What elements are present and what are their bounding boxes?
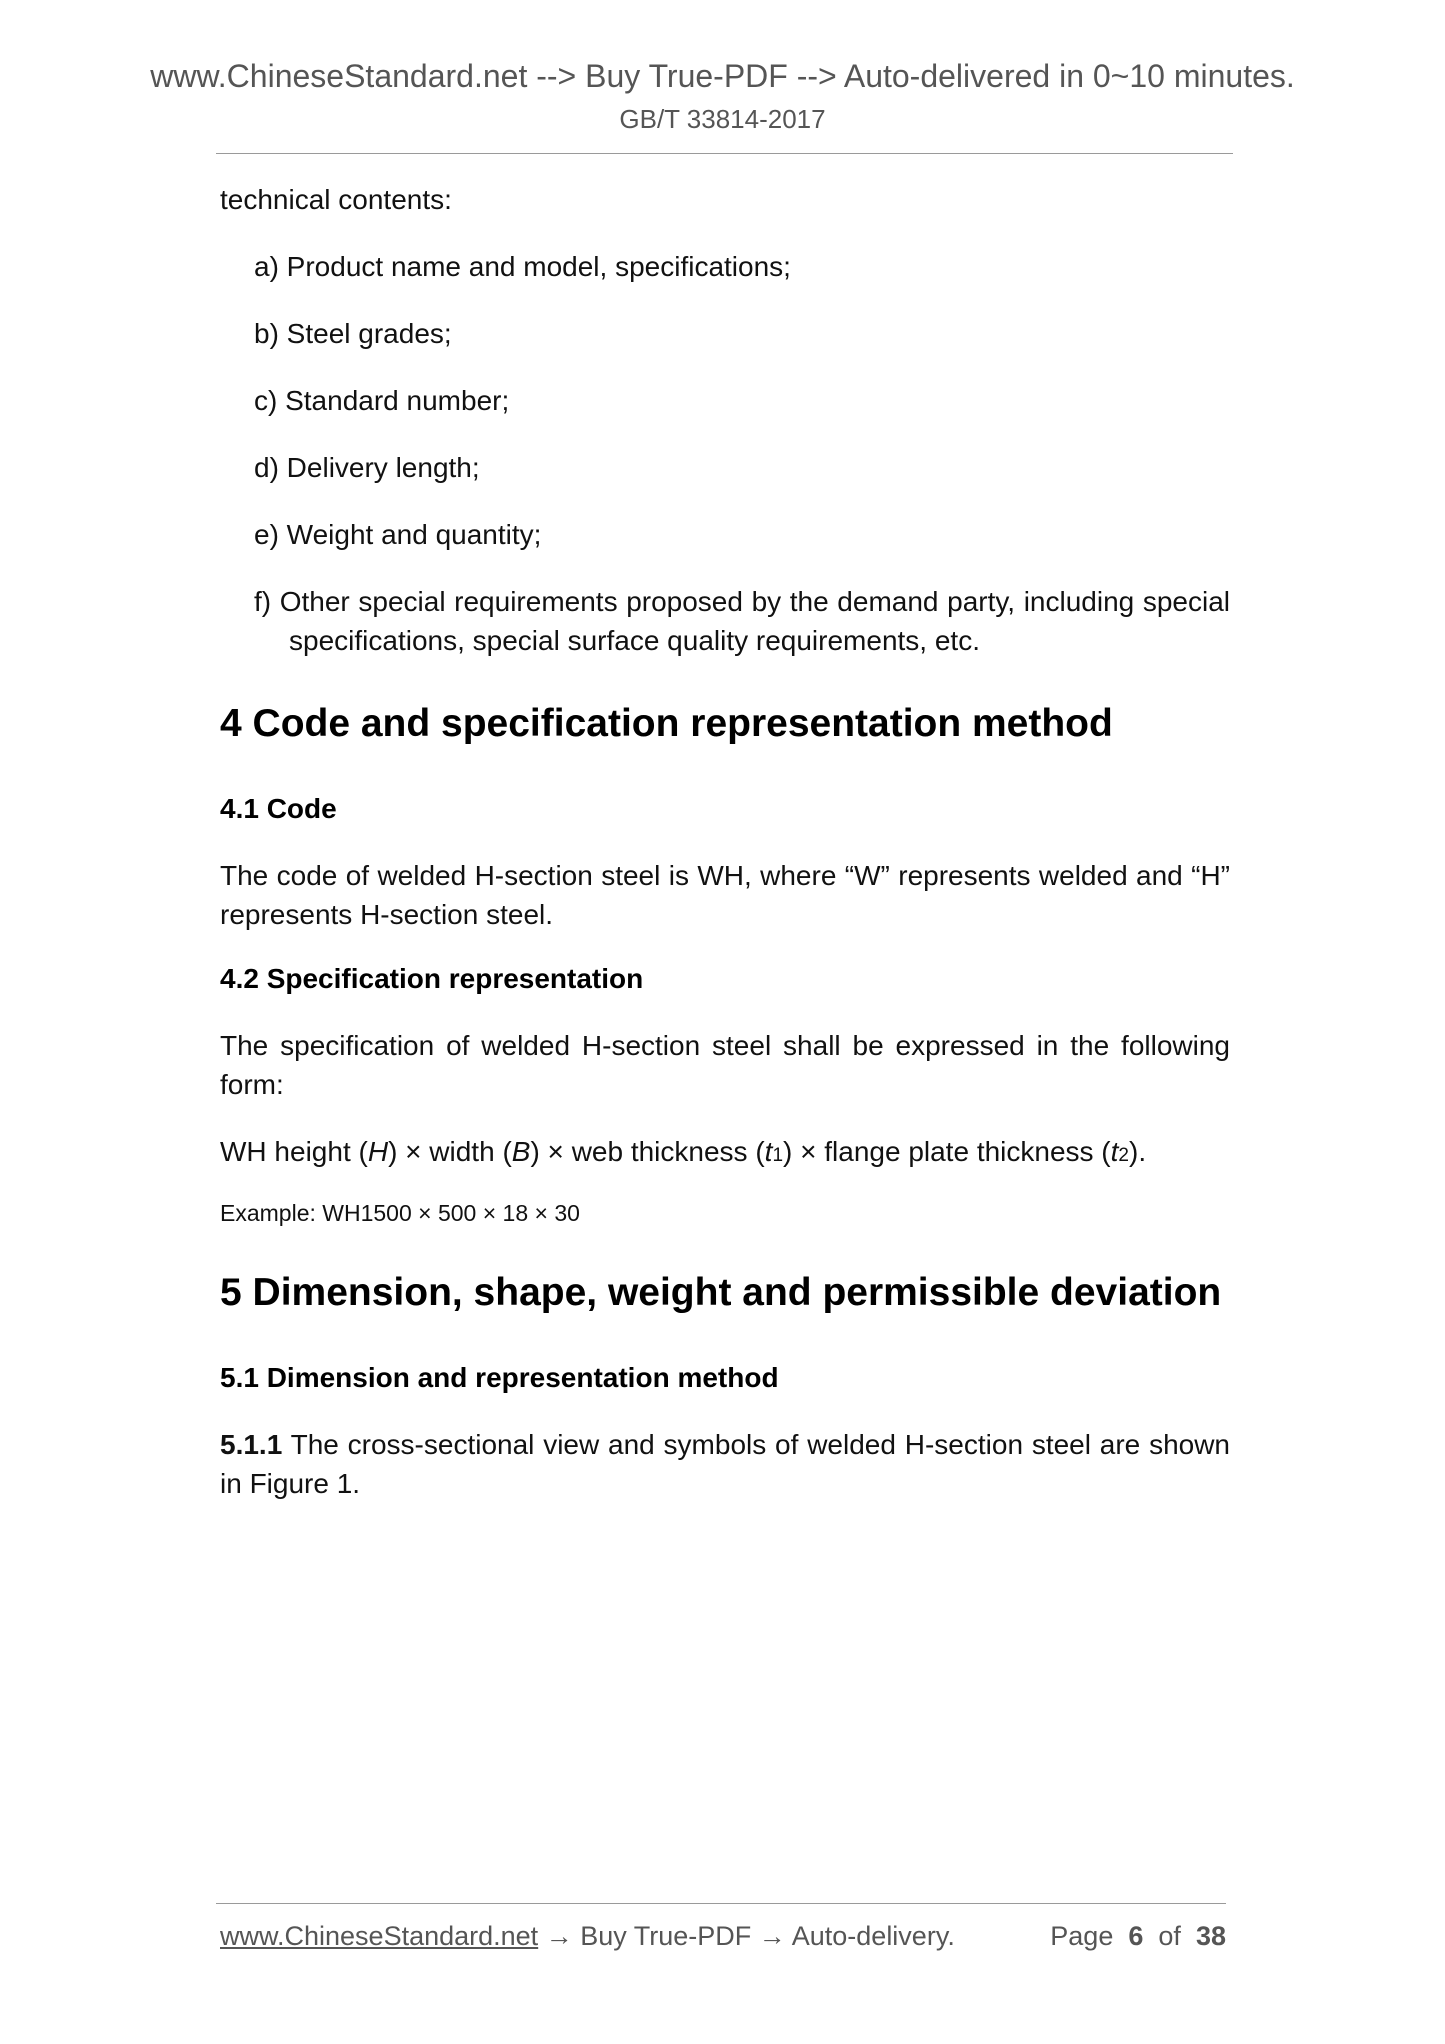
footer-tagline: → Buy True-PDF → Auto-delivery.	[538, 1921, 955, 1951]
list-item-f: f) Other special requirements proposed by the demand party, including special specifications, special surface quality requirements, etc.	[254, 586, 1230, 656]
formula-symbol-t1: t	[764, 1136, 773, 1167]
list-item-c: c) Standard number;	[254, 385, 510, 416]
formula-part-2: ) × width (	[388, 1136, 512, 1167]
formula-part-5: ).	[1129, 1136, 1147, 1167]
header-divider	[216, 153, 1233, 154]
document-body	[220, 180, 1230, 1503]
page-total: 38	[1195, 1921, 1226, 1951]
formula-part-3: ) × web thickness (	[530, 1136, 765, 1167]
intro-text: technical contents:	[220, 184, 452, 215]
formula-part-4: ) × flange plate thickness (	[783, 1136, 1111, 1167]
clause-text: The cross-sectional view and symbols of welded H-section steel are shown in Figure 1.	[220, 1429, 1230, 1499]
page-label: Page	[1050, 1921, 1114, 1951]
section-4-2-text: The specification of welded H-section steel shall be expressed in the following form:	[220, 1030, 1230, 1100]
list-item-d: d) Delivery length;	[254, 452, 480, 483]
formula-part-1: WH height (	[220, 1136, 368, 1167]
formula-subscript-2: 2	[1118, 1145, 1129, 1166]
section-5-heading: 5 Dimension, shape, weight and permissible deviation	[220, 1271, 1222, 1314]
formula-symbol-b: B	[511, 1136, 531, 1167]
section-5-1-heading: 5.1 Dimension and representation method	[220, 1362, 779, 1393]
list-item-e: e) Weight and quantity;	[254, 519, 542, 550]
page-number: 6	[1128, 1921, 1144, 1951]
section-4-heading: 4 Code and specification representation method	[220, 702, 1113, 745]
clause-number: 5.1.1	[220, 1429, 283, 1460]
example-text: Example: WH1500 × 500 × 18 × 30	[220, 1200, 580, 1226]
footer-site-link[interactable]: www.ChineseStandard.net	[220, 1921, 539, 1951]
standard-id: GB/T 33814-2017	[619, 104, 826, 134]
page-indicator	[1050, 1918, 1226, 1954]
of-label: of	[1158, 1921, 1181, 1951]
section-4-2-heading: 4.2 Specification representation	[220, 963, 644, 994]
list-item-a: a) Product name and model, specifications;	[254, 251, 791, 282]
footer-divider	[216, 1903, 1226, 1904]
list-item-b: b) Steel grades;	[254, 318, 452, 349]
formula-subscript-1: 1	[772, 1145, 784, 1166]
section-4-1-heading: 4.1 Code	[220, 793, 337, 824]
footer-left	[220, 1918, 955, 1954]
formula-symbol-t2: t	[1110, 1136, 1119, 1167]
header-banner: www.ChineseStandard.net --> Buy True-PDF --> Auto-delivered in 0~10 minutes.	[150, 58, 1295, 94]
section-4-1-text: The code of welded H-section steel is WH, where “W” represents welded and “H” represents H-section steel.	[220, 860, 1230, 930]
section-5-1-1-text	[220, 1425, 1230, 1503]
specification-formula	[220, 1132, 1230, 1175]
formula-symbol-h: H	[367, 1136, 389, 1167]
